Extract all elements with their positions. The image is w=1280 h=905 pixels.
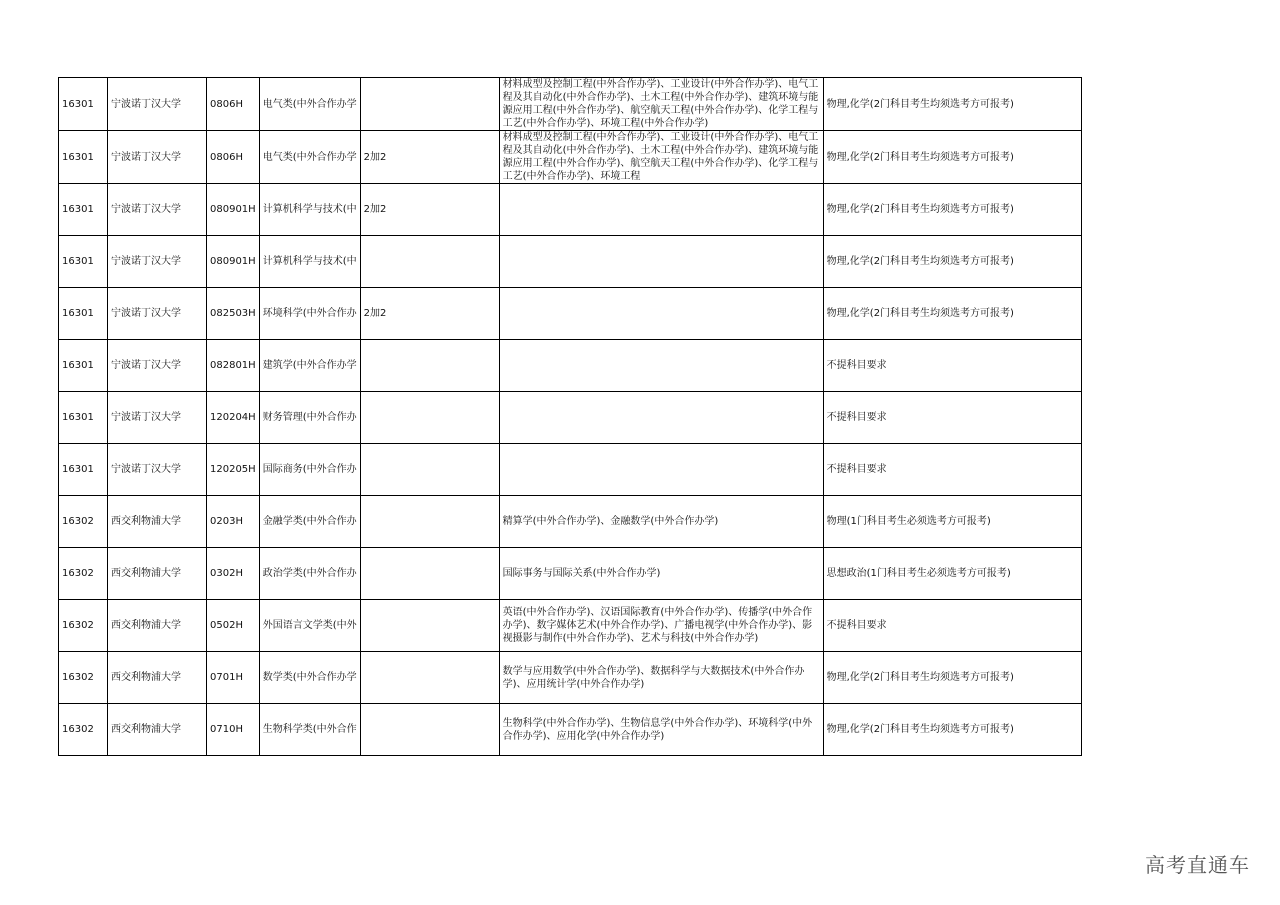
school-code-cell: 16301 xyxy=(59,131,108,184)
school-name-cell: 宁波诺丁汉大学 xyxy=(108,392,207,444)
school-code-cell: 16301 xyxy=(59,184,108,236)
admissions-table xyxy=(58,77,1082,756)
major-name-cell: 数学类(中外合作办学 xyxy=(259,652,360,704)
included-majors-cell xyxy=(499,340,823,392)
major-code-cell: 0806H xyxy=(207,131,260,184)
major-code-cell: 0710H xyxy=(207,704,260,756)
major-name-cell: 环境科学(中外合作办 xyxy=(259,288,360,340)
program-mode-cell xyxy=(360,392,499,444)
included-majors-cell: 材料成型及控制工程(中外合作办学)、工业设计(中外合作办学)、电气工程及其自动化(中外合作办学)、土木工程(中外合作办学)、建筑环境与能源应用工程(中外合作办学)、航空航天工程(中外合作办学)、化学工程与工艺(中外合作办学)、环境工程(中外合作办学) xyxy=(499,78,823,131)
major-name-cell: 计算机科学与技术(中 xyxy=(259,236,360,288)
table-row xyxy=(59,78,1082,131)
major-code-cell: 0701H xyxy=(207,652,260,704)
program-mode-cell xyxy=(360,78,499,131)
major-name-cell: 财务管理(中外合作办 xyxy=(259,392,360,444)
program-mode-cell xyxy=(360,444,499,496)
school-name-cell: 西交利物浦大学 xyxy=(108,600,207,652)
program-mode-cell xyxy=(360,236,499,288)
program-mode-cell: 2加2 xyxy=(360,184,499,236)
included-majors-cell xyxy=(499,392,823,444)
major-code-cell: 082503H xyxy=(207,288,260,340)
included-majors-cell xyxy=(499,184,823,236)
included-majors-cell xyxy=(499,236,823,288)
school-name-cell: 宁波诺丁汉大学 xyxy=(108,78,207,131)
school-name-cell: 宁波诺丁汉大学 xyxy=(108,288,207,340)
school-code-cell: 16301 xyxy=(59,444,108,496)
table-row xyxy=(59,392,1082,444)
program-mode-cell xyxy=(360,704,499,756)
major-code-cell: 0502H xyxy=(207,600,260,652)
school-name-cell: 宁波诺丁汉大学 xyxy=(108,131,207,184)
major-name-cell: 电气类(中外合作办学 xyxy=(259,131,360,184)
major-name-cell: 国际商务(中外合作办 xyxy=(259,444,360,496)
program-mode-cell xyxy=(360,340,499,392)
table-row xyxy=(59,131,1082,184)
subject-requirement-cell: 物理,化学(2门科目考生均须选考方可报考) xyxy=(823,652,1081,704)
table-row xyxy=(59,340,1082,392)
table-row xyxy=(59,548,1082,600)
included-majors-cell: 数学与应用数学(中外合作办学)、数据科学与大数据技术(中外合作办学)、应用统计学(中外合作办学) xyxy=(499,652,823,704)
school-name-cell: 宁波诺丁汉大学 xyxy=(108,340,207,392)
table-row xyxy=(59,704,1082,756)
table-row xyxy=(59,288,1082,340)
subject-requirement-cell: 不提科目要求 xyxy=(823,600,1081,652)
school-code-cell: 16302 xyxy=(59,704,108,756)
table-body xyxy=(59,78,1082,756)
school-code-cell: 16302 xyxy=(59,496,108,548)
school-code-cell: 16302 xyxy=(59,548,108,600)
subject-requirement-cell: 物理,化学(2门科目考生均须选考方可报考) xyxy=(823,288,1081,340)
program-mode-cell: 2加2 xyxy=(360,288,499,340)
subject-requirement-cell: 物理,化学(2门科目考生均须选考方可报考) xyxy=(823,131,1081,184)
major-name-cell: 外国语言文学类(中外 xyxy=(259,600,360,652)
table-row xyxy=(59,236,1082,288)
program-mode-cell xyxy=(360,548,499,600)
school-code-cell: 16301 xyxy=(59,392,108,444)
school-name-cell: 西交利物浦大学 xyxy=(108,496,207,548)
included-majors-cell: 英语(中外合作办学)、汉语国际教育(中外合作办学)、传播学(中外合作办学)、数字媒体艺术(中外合作办学)、广播电视学(中外合作办学)、影视摄影与制作(中外合作办学)、艺术与科技(中外合作办学) xyxy=(499,600,823,652)
school-code-cell: 16301 xyxy=(59,288,108,340)
major-code-cell: 120204H xyxy=(207,392,260,444)
major-code-cell: 0302H xyxy=(207,548,260,600)
major-name-cell: 电气类(中外合作办学 xyxy=(259,78,360,131)
major-name-cell: 金融学类(中外合作办 xyxy=(259,496,360,548)
table-row xyxy=(59,444,1082,496)
subject-requirement-cell: 物理,化学(2门科目考生均须选考方可报考) xyxy=(823,704,1081,756)
included-majors-cell: 生物科学(中外合作办学)、生物信息学(中外合作办学)、环境科学(中外合作办学)、应用化学(中外合作办学) xyxy=(499,704,823,756)
included-majors-cell xyxy=(499,444,823,496)
major-code-cell: 080901H xyxy=(207,236,260,288)
subject-requirement-cell: 物理,化学(2门科目考生均须选考方可报考) xyxy=(823,184,1081,236)
program-mode-cell xyxy=(360,652,499,704)
major-name-cell: 政治学类(中外合作办 xyxy=(259,548,360,600)
included-majors-cell: 材料成型及控制工程(中外合作办学)、工业设计(中外合作办学)、电气工程及其自动化(中外合作办学)、土木工程(中外合作办学)、建筑环境与能源应用工程(中外合作办学)、航空航天工程(中外合作办学)、化学工程与工艺(中外合作办学)、环境工程 xyxy=(499,131,823,184)
subject-requirement-cell: 物理(1门科目考生必须选考方可报考) xyxy=(823,496,1081,548)
table-row xyxy=(59,600,1082,652)
subject-requirement-cell: 思想政治(1门科目考生必须选考方可报考) xyxy=(823,548,1081,600)
school-name-cell: 宁波诺丁汉大学 xyxy=(108,236,207,288)
program-mode-cell xyxy=(360,600,499,652)
major-name-cell: 生物科学类(中外合作 xyxy=(259,704,360,756)
subject-requirement-cell: 不提科目要求 xyxy=(823,392,1081,444)
major-name-cell: 建筑学(中外合作办学 xyxy=(259,340,360,392)
table-row xyxy=(59,652,1082,704)
subject-requirement-cell: 物理,化学(2门科目考生均须选考方可报考) xyxy=(823,236,1081,288)
major-code-cell: 080901H xyxy=(207,184,260,236)
school-name-cell: 宁波诺丁汉大学 xyxy=(108,184,207,236)
program-mode-cell xyxy=(360,496,499,548)
included-majors-cell xyxy=(499,288,823,340)
school-name-cell: 宁波诺丁汉大学 xyxy=(108,444,207,496)
major-code-cell: 082801H xyxy=(207,340,260,392)
watermark-text: 高考直通车 xyxy=(1145,853,1250,877)
school-code-cell: 16302 xyxy=(59,652,108,704)
major-name-cell: 计算机科学与技术(中 xyxy=(259,184,360,236)
school-code-cell: 16302 xyxy=(59,600,108,652)
school-name-cell: 西交利物浦大学 xyxy=(108,652,207,704)
subject-requirement-cell: 不提科目要求 xyxy=(823,444,1081,496)
school-name-cell: 西交利物浦大学 xyxy=(108,704,207,756)
school-code-cell: 16301 xyxy=(59,340,108,392)
school-name-cell: 西交利物浦大学 xyxy=(108,548,207,600)
major-code-cell: 0806H xyxy=(207,78,260,131)
table-row xyxy=(59,496,1082,548)
table-row xyxy=(59,184,1082,236)
subject-requirement-cell: 物理,化学(2门科目考生均须选考方可报考) xyxy=(823,78,1081,131)
program-mode-cell: 2加2 xyxy=(360,131,499,184)
school-code-cell: 16301 xyxy=(59,78,108,131)
major-code-cell: 0203H xyxy=(207,496,260,548)
included-majors-cell: 国际事务与国际关系(中外合作办学) xyxy=(499,548,823,600)
school-code-cell: 16301 xyxy=(59,236,108,288)
major-code-cell: 120205H xyxy=(207,444,260,496)
included-majors-cell: 精算学(中外合作办学)、金融数学(中外合作办学) xyxy=(499,496,823,548)
subject-requirement-cell: 不提科目要求 xyxy=(823,340,1081,392)
